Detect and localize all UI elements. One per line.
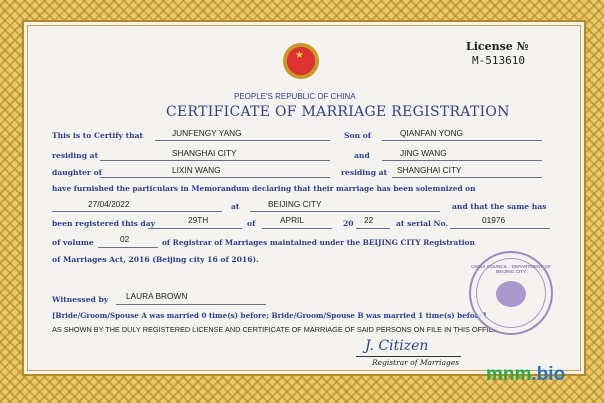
serial-label: at serial No.: [396, 219, 449, 228]
bride-father-name: LIXIN WANG: [172, 165, 221, 175]
license-number: M-513610: [472, 54, 525, 67]
bride-residence: SHANGHAI CITY: [397, 165, 462, 175]
as-shown-statement: AS SHOWN BY THE DULY REGISTERED LICENSE AND CERTIFICATE OF MARRIAGE OF SAID PERSONS ON FILE IN THIS OFFICE: [52, 325, 499, 334]
bride-name: JING WANG: [400, 148, 447, 158]
license-label: License №: [466, 40, 529, 53]
marriage-date: 27/04/2022: [88, 199, 130, 209]
residing-at-label: residing at: [52, 151, 99, 160]
certificate-title: CERTIFICATE OF MARRIAGE REGISTRATION: [166, 104, 510, 120]
marriage-place: BEIJING CITY: [268, 199, 322, 209]
groom-residence: SHANGHAI CITY: [172, 148, 237, 158]
son-of-label: Son of: [344, 131, 372, 140]
volume-number: 02: [120, 234, 130, 244]
registration-year: 22: [364, 215, 374, 225]
brand-watermark: mnm.bio: [486, 364, 566, 385]
registered-day-label: been registered this day: [52, 219, 156, 228]
year-prefix: 20: [343, 219, 354, 228]
groom-father-name: QIANFAN YONG: [400, 128, 464, 138]
same-has-label: and that the same has: [452, 202, 547, 211]
witness-name: LAURA BROWN: [126, 291, 188, 301]
certify-label: This is to Certify that: [52, 131, 144, 140]
married-before-note: [Bride/Groom/Spouse A was married 0 time(s) before; Bride/Groom/Spouse B was married 1 time(s) before]: [52, 311, 487, 320]
official-seal-stamp: CHINA COUNCIL · DEPARTMENT OF BEIJING CITY: [469, 251, 553, 335]
serial-number: 01976: [482, 215, 506, 225]
and-label: and: [354, 151, 370, 160]
residing-at-label-2: residing at: [341, 168, 388, 177]
furnished-label: have furnished the particulars in Memorandum declaring that their marriage has been solemnized on: [52, 184, 476, 193]
registrar-signature: J. Citizen: [365, 338, 429, 354]
registration-month: APRIL: [280, 215, 304, 225]
registration-day: 29TH: [188, 215, 209, 225]
act-text: of Marriages Act, 2016 (Beijing city 16 of 2016).: [52, 255, 259, 264]
of-volume-label: of volume: [52, 238, 94, 247]
daughter-of-label: daughter of: [52, 168, 102, 177]
of-label: of: [247, 219, 256, 228]
witnessed-by-label: Witnessed by: [52, 295, 109, 304]
registrar-label: Registrar of Marriages: [372, 358, 460, 367]
groom-name: JUNFENGY YANG: [172, 128, 242, 138]
country-heading: PEOPLE'S REPUBLIC OF CHINA: [234, 92, 356, 101]
national-emblem-icon: ★: [283, 43, 319, 79]
at-label: at: [231, 202, 240, 211]
registrar-text: of Registrar of Marriages maintained under the BEIJING CITY Registration: [162, 238, 475, 247]
